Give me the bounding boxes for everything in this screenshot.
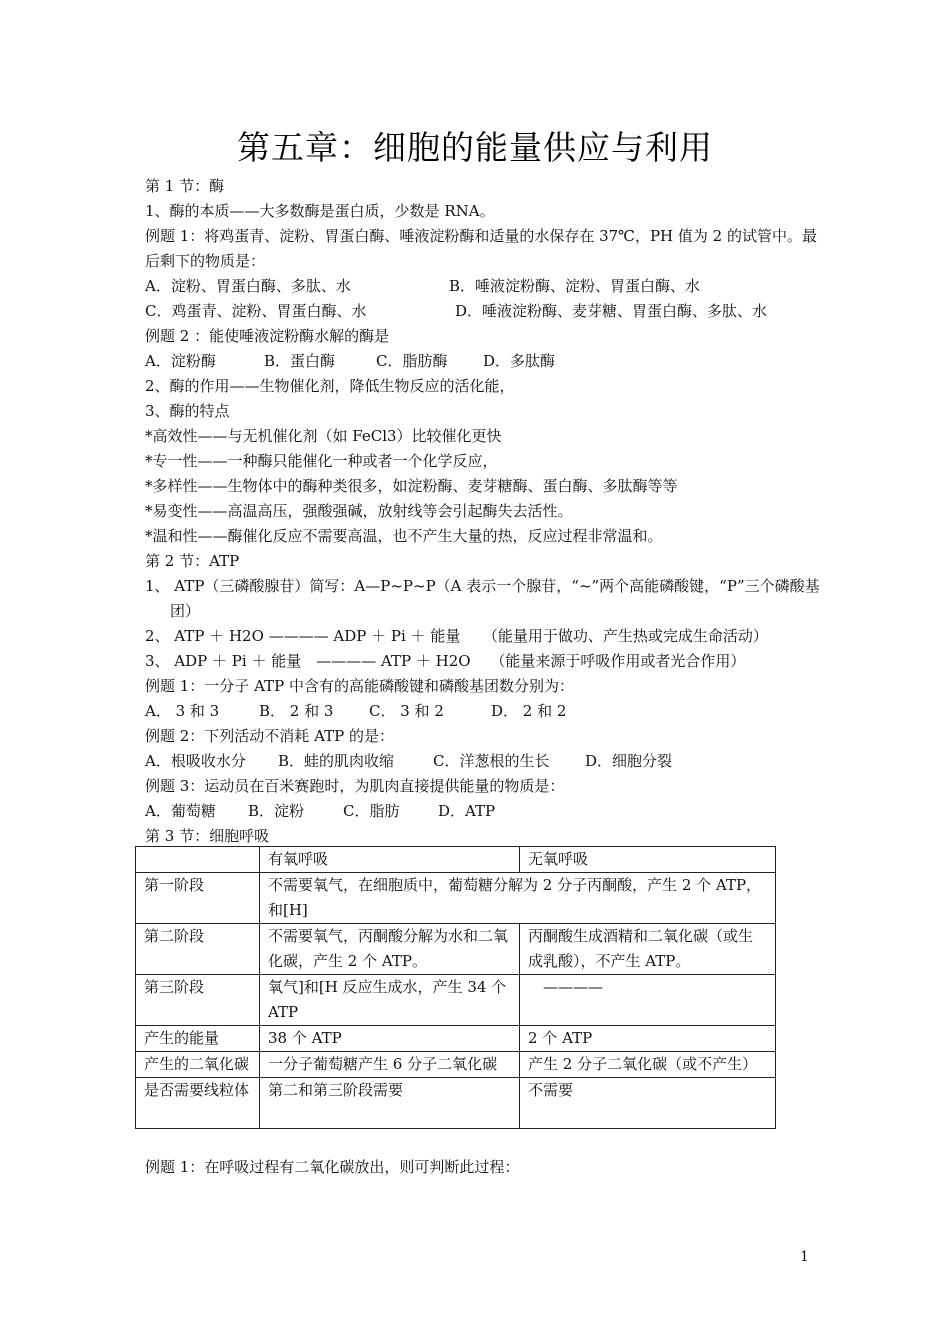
atp-example-3-question: 例题 3：运动员在百米赛跑时，为肌肉直接提供能量的物质是： — [145, 777, 565, 795]
table-row-label: 第二阶段 — [136, 924, 260, 975]
enzyme-function: 2、酶的作用——生物催化剂，降低生物反应的活化能， — [145, 377, 515, 395]
enzyme-features-heading: 3、酶的特点 — [145, 402, 230, 420]
table-cell: 第二和第三阶段需要 — [260, 1078, 520, 1129]
table-row — [136, 1026, 776, 1052]
option-b: B．蛙的肌肉收缩 — [278, 752, 395, 770]
section-2-heading: 第 2 节：ATP — [145, 552, 240, 570]
atp-example-2-options — [145, 749, 820, 774]
option-b: B． 2 和 3 — [259, 702, 334, 720]
table-cell: 不需要氧气，丙酮酸分解为水和二氧化碳，产生 2 个 ATP。 — [260, 924, 520, 975]
atp-example-3-options — [145, 799, 820, 824]
option-a: A． 3 和 3 — [145, 702, 220, 720]
table-row-label: 产生的能量 — [136, 1026, 260, 1052]
example-1-options-row2 — [145, 299, 820, 324]
enzyme-essence: 1、酶的本质——大多数酶是蛋白质，少数是 RNA。 — [145, 202, 495, 220]
option-c: C．鸡蛋青、淀粉、胃蛋白酶、水 — [145, 302, 367, 320]
chapter-title: 第五章：细胞的能量供应与利用 — [237, 128, 713, 167]
option-a: A．淀粉酶 — [145, 352, 216, 370]
option-d: D．唾液淀粉酶、麦芽糖、胃蛋白酶、多肽、水 — [455, 302, 768, 320]
table-row — [136, 873, 776, 924]
option-d: D． 2 和 2 — [491, 702, 567, 720]
table-cell: 产生 2 分子二氧化碳（或不产生） — [520, 1052, 776, 1078]
table-header-cell: 无氧呼吸 — [520, 847, 776, 873]
example-1-options-row1 — [145, 274, 820, 299]
table-row-label: 是否需要线粒体 — [136, 1078, 260, 1129]
option-a: A．葡萄糖 — [145, 802, 216, 820]
atp-example-1-options — [145, 699, 820, 724]
feature-efficiency: *高效性——与无机催化剂（如 FeCl3）比较催化更快 — [145, 427, 502, 445]
feature-diversity: *多样性——生物体中的酶种类很多，如淀粉酶、麦芽糖酶、蛋白酶、多肽酶等等 — [145, 477, 678, 495]
table-cell: 丙酮酸生成酒精和二氧化碳（或生成乳酸），不产生 ATP。 — [520, 924, 776, 975]
table-cell: 38 个 ATP — [260, 1026, 520, 1052]
respiration-table — [135, 846, 776, 1129]
table-row-label: 产生的二氧化碳 — [136, 1052, 260, 1078]
table-row — [136, 975, 776, 1026]
option-c: C．脂肪 — [343, 802, 400, 820]
respiration-example-1-question: 例题 1：在呼吸过程有二氧化碳放出，则可判断此过程： — [145, 1158, 520, 1176]
section-3-heading: 第 3 节：细胞呼吸 — [145, 827, 270, 845]
example-2-options — [145, 349, 820, 374]
atp-definition: 1、 ATP（三磷酸腺苷）简写：A—P~P~P（A 表示一个腺苷，“~”两个高能磷酸键，“P”三个磷酸基团） — [145, 577, 820, 620]
option-c: C． 3 和 2 — [369, 702, 444, 720]
feature-specificity: *专一性——一种酶只能催化一种或者一个化学反应， — [145, 452, 498, 470]
option-b: B．唾液淀粉酶、淀粉、胃蛋白酶、水 — [449, 277, 701, 295]
example-2-question: 例题 2 ：能使唾液淀粉酶水解的酶是 — [145, 327, 390, 345]
table-row — [136, 924, 776, 975]
atp-example-1-question: 例题 1：一分子 ATP 中含有的高能磷酸键和磷酸基团数分别为： — [145, 677, 574, 695]
section-1-heading: 第 1 节：酶 — [145, 177, 225, 195]
option-a: A．淀粉、胃蛋白酶、多肽、水 — [145, 277, 351, 295]
option-a: A．根吸收水分 — [145, 752, 246, 770]
option-c: C．洋葱根的生长 — [433, 752, 550, 770]
option-c: C．脂肪酶 — [376, 352, 448, 370]
table-cell: 不需要 — [520, 1078, 776, 1129]
page-number: 1 — [800, 1249, 809, 1265]
example-1-question: 例题 1：将鸡蛋青、淀粉、胃蛋白酶、唾液淀粉酶和适量的水保存在 37℃，PH 值为 2 的试管中。最后剩下的物质是： — [145, 227, 817, 270]
table-cell: 2 个 ATP — [520, 1026, 776, 1052]
atp-example-2-question: 例题 2：下列活动不消耗 ATP 的是： — [145, 727, 394, 745]
table-header-cell — [136, 847, 260, 873]
table-cell: 氧气]和[H 反应生成水，产生 34 个 ATP — [260, 975, 520, 1026]
feature-mildness: *温和性——酶催化反应不需要高温，也不产生大量的热，反应过程非常温和。 — [145, 527, 663, 545]
atp-hydrolysis: 2、 ATP ＋ H2O ———— ADP ＋ Pi ＋ 能量 （能量用于做功、产生热或完成生命活动） — [145, 627, 768, 645]
table-row — [136, 1052, 776, 1078]
table-header-row — [136, 847, 776, 873]
table-row — [136, 1078, 776, 1129]
table-cell: 一分子葡萄糖产生 6 分子二氧化碳 — [260, 1052, 520, 1078]
option-d: D．细胞分裂 — [585, 752, 673, 770]
content-body — [145, 174, 820, 849]
option-d: D．ATP — [438, 802, 496, 820]
option-b: B．蛋白酶 — [264, 352, 336, 370]
option-d: D．多肽酶 — [483, 352, 556, 370]
table-cell: 不需要氧气，在细胞质中，葡萄糖分解为 2 分子丙酮酸，产生 2 个 ATP，和[H] — [260, 873, 776, 924]
feature-variability: *易变性——高温高压，强酸强碱，放射线等会引起酶失去活性。 — [145, 502, 573, 520]
option-b: B．淀粉 — [248, 802, 305, 820]
table-row-label: 第三阶段 — [136, 975, 260, 1026]
table-header-cell: 有氧呼吸 — [260, 847, 520, 873]
table-cell: ———— — [520, 975, 776, 1026]
table-row-label: 第一阶段 — [136, 873, 260, 924]
atp-synthesis: 3、 ADP ＋ Pi ＋ 能量 ———— ATP ＋ H2O （能量来源于呼吸作用或者光合作用） — [145, 652, 746, 670]
